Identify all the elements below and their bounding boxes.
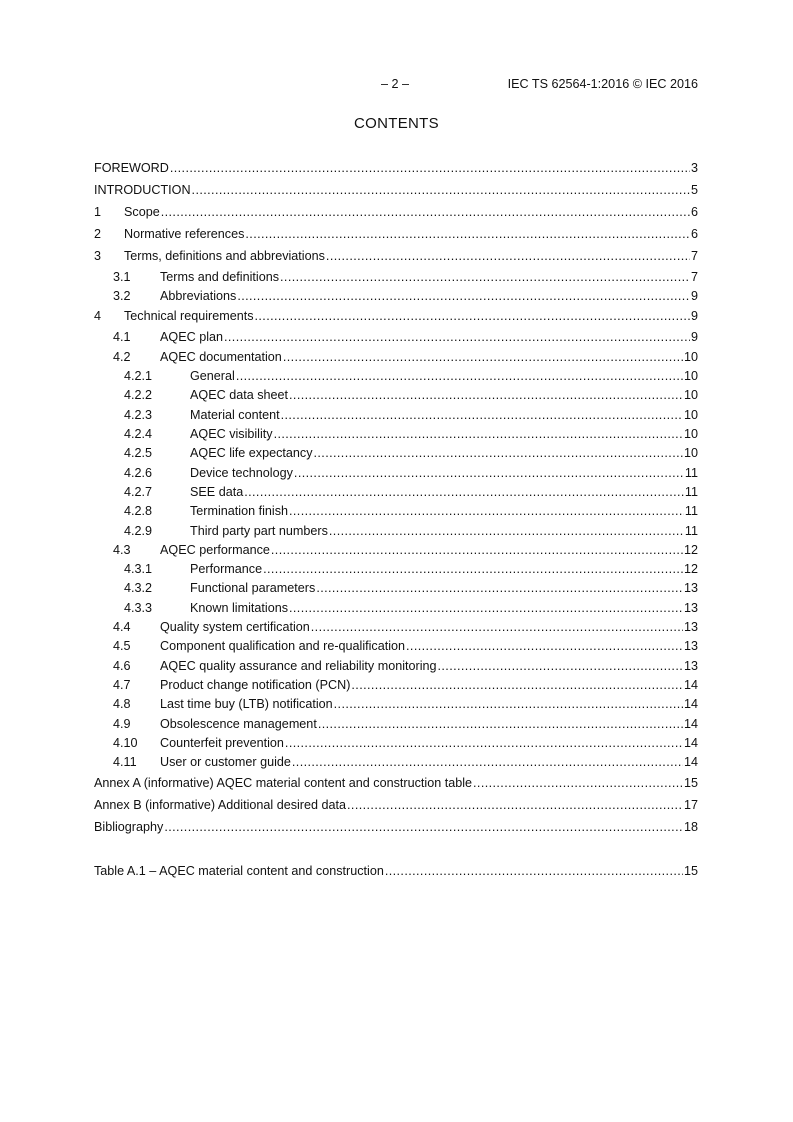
toc-entry[interactable] [94,445,698,461]
dot-leader [285,735,683,751]
toc-entry-label: Performance [190,562,263,576]
page-title: CONTENTS [354,115,439,132]
dot-leader [329,523,684,539]
toc-entry[interactable] [94,288,698,304]
toc-entry-label: AQEC visibility [190,427,273,441]
dot-leader [314,445,683,461]
toc-entry[interactable] [94,735,698,751]
toc-entry-page: 14 [683,736,698,750]
toc-entry[interactable] [94,368,698,384]
toc-entry-page: 10 [683,408,698,422]
toc-entry-page: 13 [683,659,698,673]
toc-entry[interactable] [94,754,698,770]
toc-entry-page: 13 [683,620,698,634]
toc-entry-page: 12 [683,562,698,576]
toc-entry[interactable] [94,349,698,365]
dot-leader [316,580,683,596]
toc-entry-label: Counterfeit prevention [160,736,284,750]
toc-entry-page: 13 [683,639,698,653]
dot-leader [334,696,683,712]
dot-leader [283,349,683,365]
toc-entry-label: FOREWORD [94,161,169,175]
dot-leader [280,269,690,285]
toc-entry-number: 3.1 [113,270,131,284]
toc-entry-number: 4.2.1 [124,369,153,383]
toc-entry[interactable] [94,226,698,242]
toc-entry[interactable] [94,182,698,198]
dot-leader [385,863,683,879]
toc-entry-page: 13 [683,581,698,595]
toc-entry-page: 10 [683,446,698,460]
dot-leader [406,638,683,654]
toc-entry-number: 3.2 [113,289,131,303]
toc-entry[interactable] [94,561,698,577]
toc-entry-label: Abbreviations [160,289,237,303]
dot-leader [473,775,683,791]
toc-entry-number: 3 [94,249,102,263]
toc-entry-page: 5 [690,183,698,197]
dot-leader [255,308,690,324]
toc-entry-number: 4.3.2 [124,581,153,595]
toc-entry-label: Scope [124,205,160,219]
toc-entry-number: 4.3 [113,543,131,557]
toc-entry-number: 4.7 [113,678,131,692]
toc-entry-number: 4.1 [113,330,131,344]
dot-leader [170,160,690,176]
toc-entry-label: Terms and definitions [160,270,280,284]
dot-leader [237,288,690,304]
dot-leader [318,716,683,732]
toc-entry-label: AQEC performance [160,543,270,557]
toc-entry[interactable] [94,542,698,558]
document-reference: IEC TS 62564-1:2016 © IEC 2016 [507,77,698,91]
toc-entry-number: 4.2.9 [124,524,153,538]
toc-entry-label: AQEC documentation [160,350,282,364]
toc-entry-label: Material content [190,408,280,422]
toc-entry[interactable] [94,387,698,403]
toc-entry-label: Technical requirements [124,309,254,323]
toc-entry-label: AQEC data sheet [190,388,289,402]
toc-entry-label: User or customer guide [160,755,291,769]
toc-entry-page: 9 [690,309,698,323]
toc-entry-label: Functional parameters [190,581,316,595]
table-list-entry[interactable] [94,863,698,879]
toc-entry[interactable] [94,407,698,423]
toc-entry-page: 15 [683,776,698,790]
toc-entry[interactable] [94,329,698,345]
toc-entry[interactable] [94,269,698,285]
toc-entry-label: Third party part numbers [190,524,328,538]
toc-entry-page: 11 [684,466,698,480]
toc-entry[interactable] [94,716,698,732]
toc-entry[interactable] [94,677,698,693]
toc-entry-number: 4.3.3 [124,601,153,615]
toc-entry-label: Obsolescence management [160,717,317,731]
toc-entry-label: SEE data [190,485,244,499]
toc-entry-label: Quality system certification [160,620,310,634]
toc-entry-page: 13 [683,601,698,615]
toc-entry-page: 11 [684,485,698,499]
toc-entry-number: 4.2.8 [124,504,153,518]
toc-entry-page: 6 [690,227,698,241]
toc-entry-page: 11 [684,504,698,518]
dot-leader [292,754,683,770]
toc-entry-page: 17 [683,798,698,812]
dot-leader [245,226,690,242]
toc-entry[interactable] [94,619,698,635]
toc-entry[interactable] [94,484,698,500]
table-list-page: 15 [683,864,698,878]
toc-entry-label: Component qualification and re-qualification [160,639,406,653]
toc-entry[interactable] [94,580,698,596]
toc-entry-label: Product change notification (PCN) [160,678,351,692]
dot-leader [289,503,684,519]
toc-entry[interactable] [94,523,698,539]
dot-leader [192,182,690,198]
toc-entry-page: 10 [683,369,698,383]
toc-entry-label: Last time buy (LTB) notification [160,697,333,711]
toc-entry-page: 11 [684,524,698,538]
page-header [0,76,793,92]
toc-entry-label: INTRODUCTION [94,183,191,197]
toc-entry-label: AQEC plan [160,330,223,344]
toc-entry-number: 4.11 [113,755,137,769]
toc-entry-page: 6 [690,205,698,219]
toc-entry-number: 4 [94,309,102,323]
toc-entry[interactable] [94,308,698,324]
toc-entry-number: 4.5 [113,639,131,653]
dot-leader [289,600,683,616]
dot-leader [244,484,684,500]
toc-entry-number: 4.8 [113,697,131,711]
toc-entry[interactable] [94,638,698,654]
toc-entry-number: 4.10 [113,736,138,750]
toc-entry[interactable] [94,204,698,220]
toc-entry[interactable] [94,160,698,176]
toc-entry-page: 14 [683,678,698,692]
toc-entry-number: 4.6 [113,659,131,673]
toc-entry-page: 12 [683,543,698,557]
toc-entry-page: 3 [690,161,698,175]
toc-entry-label: Annex A (informative) AQEC material content and construction table [94,776,473,790]
toc-entry-number: 4.2 [113,350,131,364]
dot-leader [347,797,683,813]
toc-entry-label: AQEC life expectancy [190,446,313,460]
dot-leader [351,677,683,693]
toc-entry-number: 1 [94,205,102,219]
toc-entry[interactable] [94,248,698,264]
toc-entry-number: 4.3.1 [124,562,153,576]
dot-leader [294,465,684,481]
toc-entry-page: 7 [690,249,698,263]
toc-entry-number: 2 [94,227,102,241]
toc-entry-page: 14 [683,697,698,711]
toc-entry-number: 4.4 [113,620,131,634]
dot-leader [311,619,683,635]
toc-entry[interactable] [94,503,698,519]
toc-entry-number: 4.9 [113,717,131,731]
toc-entry-label: Annex B (informative) Additional desired data [94,798,347,812]
toc-entry-page: 10 [683,388,698,402]
toc-entry-label: Termination finish [190,504,288,518]
toc-entry[interactable] [94,797,698,813]
toc-entry-page: 14 [683,755,698,769]
toc-entry[interactable] [94,658,698,674]
toc-entry-page: 9 [690,289,698,303]
toc-entry-label: Device technology [190,466,293,480]
toc-entry-number: 4.2.6 [124,466,153,480]
dot-leader [263,561,683,577]
dot-leader [438,658,683,674]
dot-leader [281,407,683,423]
toc-entry[interactable] [94,775,698,791]
dot-leader [164,819,683,835]
toc-entry-page: 10 [683,350,698,364]
toc-entry-page: 14 [683,717,698,731]
toc-entry[interactable] [94,600,698,616]
toc-entry[interactable] [94,465,698,481]
toc-entry-number: 4.2.2 [124,388,153,402]
dot-leader [236,368,683,384]
dot-leader [289,387,683,403]
toc-entry-label: General [190,369,235,383]
toc-entry-label: Known limitations [190,601,288,615]
toc-entry-label: Normative references [124,227,245,241]
dot-leader [161,204,690,220]
dot-leader [274,426,683,442]
toc-entry-number: 4.2.4 [124,427,153,441]
page-number: – 2 – [381,77,410,91]
toc-entry-number: 4.2.3 [124,408,153,422]
toc-entry-label: Bibliography [94,820,164,834]
toc-entry-number: 4.2.5 [124,446,153,460]
toc-entry-page: 10 [683,427,698,441]
toc-entry-page: 7 [690,270,698,284]
toc-entry-label: Terms, definitions and abbreviations [124,249,325,263]
dot-leader [224,329,690,345]
toc-entry[interactable] [94,819,698,835]
toc-entry-label: AQEC quality assurance and reliability monitoring [160,659,437,673]
toc-entry-page: 18 [683,820,698,834]
dot-leader [271,542,683,558]
dot-leader [326,248,690,264]
toc-entry-number: 4.2.7 [124,485,153,499]
toc-entry[interactable] [94,426,698,442]
toc-entry-page: 9 [690,330,698,344]
table-list-label: Table A.1 – AQEC material content and construction [94,864,384,878]
toc-entry[interactable] [94,696,698,712]
